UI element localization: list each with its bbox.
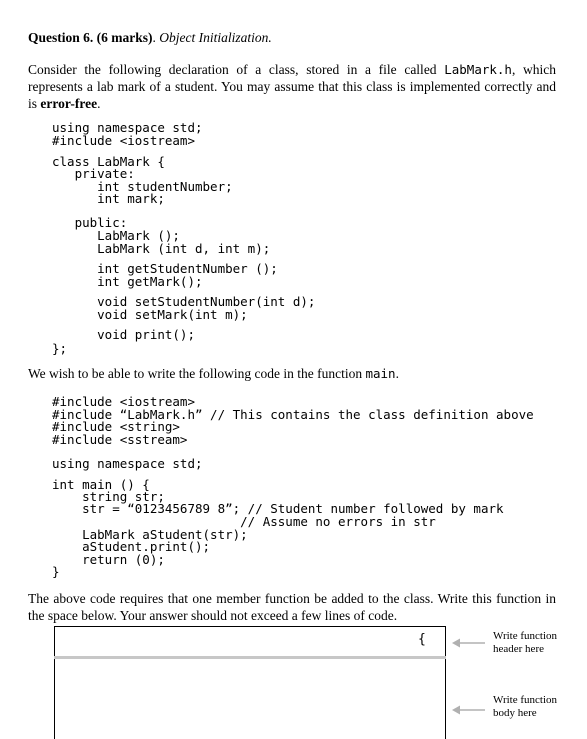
answer-box-divider	[54, 656, 446, 659]
code-line: void print();	[52, 327, 195, 342]
arrow-left-icon	[452, 637, 486, 649]
intro-text-2: , which represents a lab mark of a student. You may assume that this class is implemented correctly and is	[28, 62, 556, 111]
header-note-line: header here	[493, 643, 544, 655]
arrow-left-icon	[452, 704, 486, 716]
code-line: void setStudentNumber(int d);	[52, 294, 316, 309]
code-line: // Assume no errors in str	[52, 514, 436, 529]
code-line: #include <iostream>	[52, 133, 195, 148]
code-line: private:	[52, 166, 135, 181]
body-note	[493, 694, 557, 720]
code-line: int studentNumber;	[52, 179, 233, 194]
code-line: #include “LabMark.h” // This contains the class definition above	[52, 407, 534, 422]
code-line: LabMark aStudent(str);	[52, 527, 248, 542]
code-line: aStudent.print();	[52, 539, 211, 554]
instructions-paragraph: The above code requires that one member function be added to the class. Write this function in the space below. Your answer should not exceed a few lines of code.	[28, 591, 556, 623]
code-line: public:	[52, 215, 128, 230]
main-intro-end: .	[395, 366, 399, 381]
main-intro-text: We wish to be able to write the following code in the function	[28, 366, 366, 381]
question-topic: Object Initialization.	[159, 30, 272, 45]
code-line: string str;	[52, 489, 165, 504]
code-line: int main () {	[52, 477, 150, 492]
intro-text-1: Consider the following declaration of a class, stored in a file called	[28, 62, 445, 77]
main-intro	[28, 366, 399, 382]
code-line: class LabMark {	[52, 154, 165, 169]
code-line: #include <sstream>	[52, 432, 188, 447]
body-note-line: Write function	[493, 694, 558, 706]
code-line: int mark;	[52, 191, 165, 206]
intro-paragraph	[28, 61, 556, 112]
code-line: using namespace std;	[52, 120, 203, 135]
code-line: #include <string>	[52, 419, 180, 434]
intro-text-3: .	[97, 96, 101, 111]
intro-filename: LabMark.h	[444, 62, 512, 77]
code-line: LabMark (int d, int m);	[52, 241, 271, 256]
code-line: int getMark();	[52, 274, 203, 289]
code-line: using namespace std;	[52, 456, 203, 471]
code-line: #include <iostream>	[52, 394, 195, 409]
question-heading	[28, 30, 272, 46]
code-line: }	[52, 564, 60, 579]
answer-box[interactable]	[54, 626, 446, 739]
code-line: LabMark ();	[52, 228, 180, 243]
header-note-line: Write function	[493, 630, 558, 642]
opening-brace: {	[418, 632, 426, 647]
question-number: Question 6. (6 marks)	[28, 30, 153, 45]
heading-separator: .	[152, 30, 160, 45]
code-line: void setMark(int m);	[52, 307, 248, 322]
code-line: return (0);	[52, 552, 165, 567]
intro-emphasis: error-free	[40, 96, 98, 111]
code-line: };	[52, 341, 68, 356]
header-note	[493, 630, 557, 656]
body-note-line: body here	[493, 707, 537, 719]
code-line: str = “0123456789 8”; // Student number followed by mark	[52, 501, 504, 516]
main-intro-func: main	[365, 366, 396, 381]
code-line: int getStudentNumber ();	[52, 261, 278, 276]
